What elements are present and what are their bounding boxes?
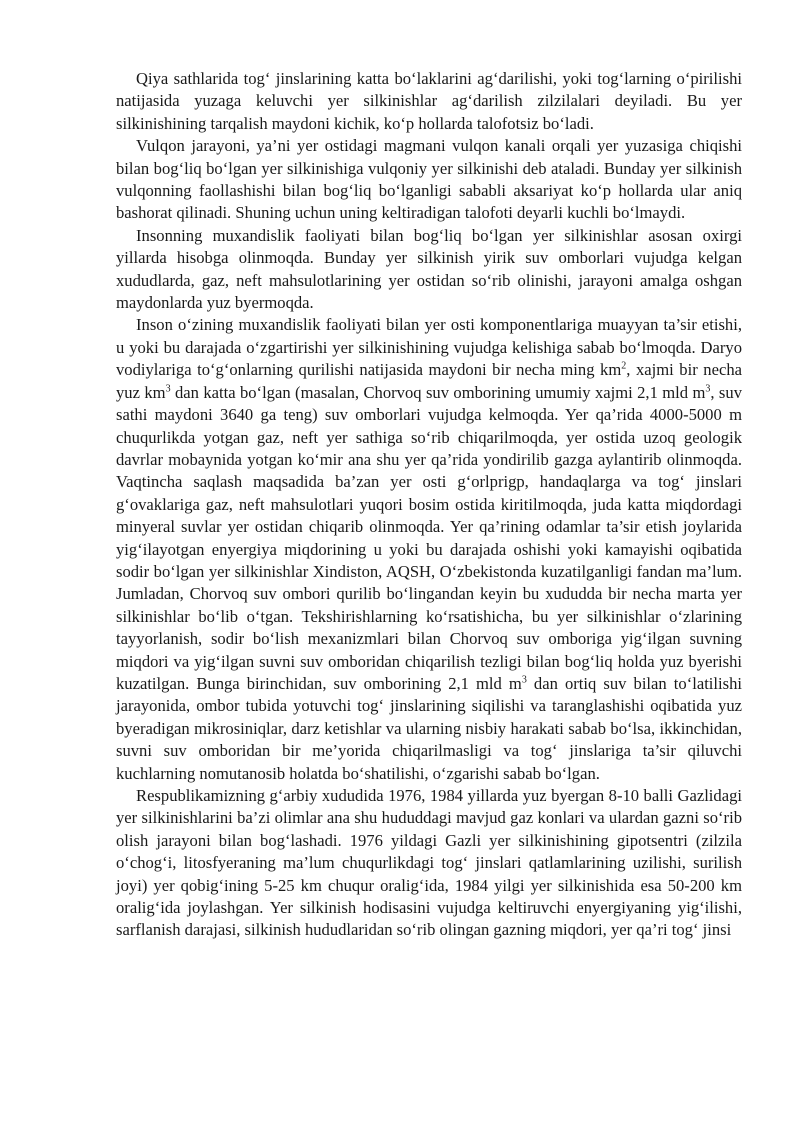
document-page	[116, 68, 742, 942]
paragraph-4-text-c: dan katta bo‘lgan (masalan, Chorvoq suv omborining umumiy xajmi 2,1 mld m	[170, 382, 706, 402]
paragraph-4	[116, 314, 742, 785]
paragraph-3: Insonning muxandislik faoliyati bilan bog‘liq bo‘lgan yer silkinishlar asosan oxirgi yillarda hisobga olinmoqda. Bunday yer silkinish yirik suv omborlari vujudga kelgan xududlarda, gaz, neft mahsulotlarining yer ostidan so‘rib olinishi, jarayoni amalga oshgan maydonlarda yuz byermoqda.	[116, 225, 742, 313]
superscript-3: 3	[705, 383, 711, 395]
paragraph-1: Qiya sathlarida tog‘ jinslarining katta bo‘laklarini ag‘darilishi, yoki tog‘larning o‘pirilishi natijasida yuzaga keluvchi yer silkinishlar ag‘darilish zilzilalari deyiladi. Bu yer silkinishining tarqalish maydoni kichik, ko‘p hollarda talofotsiz bo‘ladi.	[116, 69, 742, 133]
superscript-3: 3	[165, 383, 171, 395]
paragraph-4-text-b: , xajmi bir necha yuz km	[116, 360, 742, 402]
paragraph-4-text-d: , suv sathi maydoni 3640 ga teng) suv omborlari vujudga kelmoqda. Yer qa’rida 4000-5000 m chuqurlikda yotgan gaz, neft yer sathiga so‘rib chiqarilmoqda, yer ostida uzoq geologik davrlar mobaynida yotgan ko‘mir ana shu yer qa’rida yondirilib gazga aylantirib olinmoqda. Vaqtincha saqlash maqsadida ba’zan yer osti g‘orlprigp, handaqlarga va tog‘ jinslari g‘ovaklariga gaz, neft mahsulotlari yuqori bosim ostida kiritilmoqda, juda katta miqdordagi minyeral suvlar yer ostidan chiqarib olinmoqda. Yer qa’rining odamlar ta’sir etish joylarida yig‘ilayotgan enyergiya miqdorining u yoki bu darajada oshishi yoki kamayishi oqibatida sodir bo‘lgan yer silkinishlar Xindiston, AQSH, O‘zbekistonda kuzatilganligi fandan ma’lum. Jumladan, Chorvoq suv ombori qurilib bo‘lingandan keyin bu xududda bir necha marta yer silkinishlar bo‘lib o‘tgan. Tekshirishlarning ko‘rsatishicha, bu yer silkinishlar o‘zlarining tayyorlanish, sodir bo‘lish mexanizmlari bilan Chorvoq suv omboriga yig‘ilgan suvning miqdori va yig‘ilgan suvni suv omboridan chiqarilish tezligi bilan bog‘liq holda yuz byerishi kuzatilgan. Bunga birinchidan, suv omborining 2,1 mld m	[116, 382, 742, 693]
paragraph-5: Respublikamizning g‘arbiy xududida 1976, 1984 yillarda yuz byergan 8-10 balli Gazlidagi yer silkinishlarini ba’zi olimlar ana shu hududdagi mavjud gaz konlari va ulardan gazni so‘rib olish jarayoni bilan bog‘lashadi. 1976 yildagi Gazli yer silkinishining gipotsentri (zilzila o‘chog‘i, litosfyeraning ma’lum chuqurlikdagi tog‘ jinslari qatlamlarining uzilishi, surilish joyi) yer qobig‘ining 5-25 km chuqur oralig‘ida, 1984 yilgi yer silkinishida esa 50-200 km oralig‘ida joylashgan. Yer silkinish hodisasini vujudga keltiruvchi enyergiyaning yig‘ilishi, sarflanish darajasi, silkinish hududlaridan so‘rib olingan gazning miqdori, yer qa’ri tog‘ jinsi	[116, 786, 742, 940]
superscript-3: 3	[521, 674, 527, 686]
paragraph-4-text-a: Inson o‘zining muxandislik faoliyati bilan yer osti komponentlariga muayyan ta’sir etishi, u yoki bu darajada o‘zgartirishi yer silkinishining vujudga kelishiga sabab bo‘lmoqda. Daryo vodiylariga to‘g‘onlarning qurilishi natijasida maydoni bir necha ming km	[116, 315, 742, 380]
paragraph-2: Vulqon jarayoni, ya’ni yer ostidagi magmani vulqon kanali orqali yer yuzasiga chiqishi bilan bog‘liq bo‘lgan yer silkinishiga vulqoniy yer silkinishi deb ataladi. Bunday yer silkinish vulqonning faollashishi bilan bog‘liq bo‘lganligi sababli aksariyat ko‘p hollarda ular aniq bashorat qilinadi. Shuning uchun uning keltiradigan talofoti deyarli kuchli bo‘lmaydi.	[116, 136, 742, 223]
superscript-2: 2	[621, 360, 627, 372]
paragraph-4-text-e: dan ortiq suv bilan to‘latilishi jarayonida, ombor tubida yotuvchi tog‘ jinslarining siqilishi va taranglashishi oqibatida yuz byeradigan mikrosiniqlar, darz ketishlar va ularning nisbiy harakati sabab bo‘lsa, ikkinchidan, suvni suv omboridan bir me’yorida chiqarilmasligi va tog‘ jinslariga ta’sir qiluvchi kuchlarning nomutanosib holatda bo‘shatilishi, o‘zgarishi sabab bo‘lgan.	[116, 673, 742, 783]
